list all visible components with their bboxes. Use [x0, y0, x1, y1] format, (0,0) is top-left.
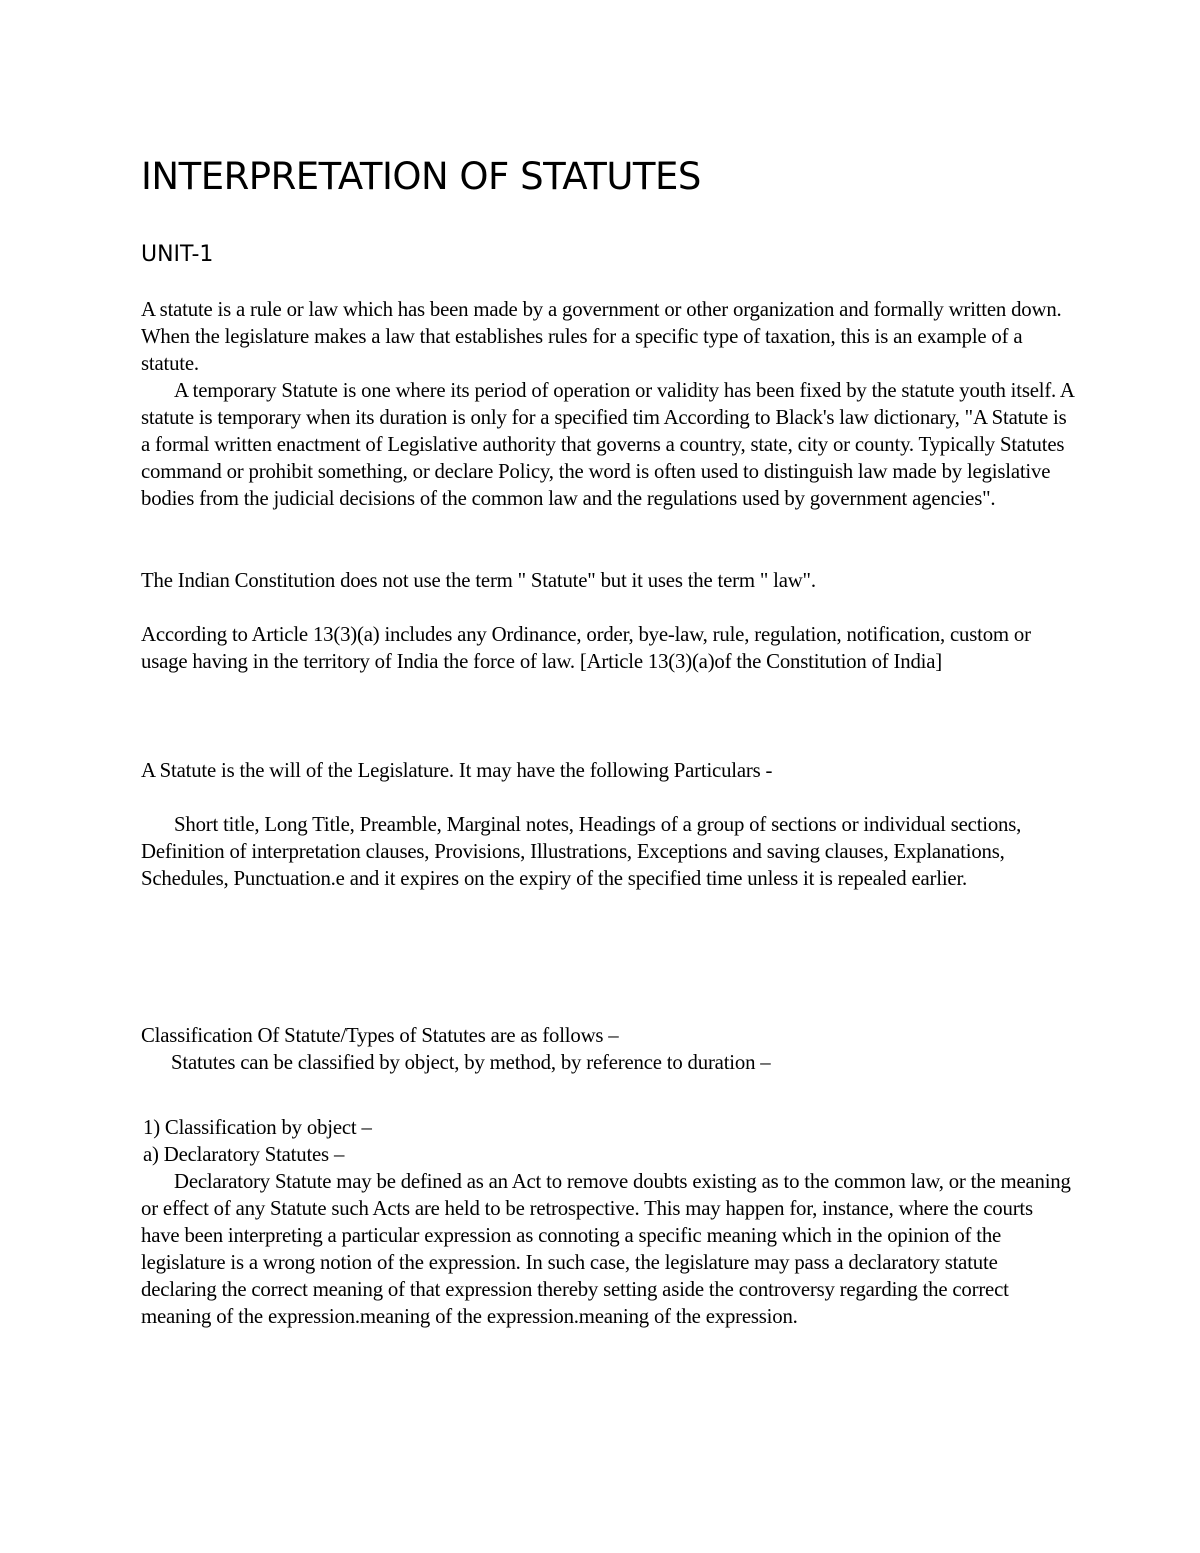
article-paragraph: According to Article 13(3)(a) includes any Ordinance, order, bye-law, rule, regulation, notification, custom or usage having in the territory of India the force of law. [Article 13(3)(a)of the Constitution of India]: [141, 623, 1031, 674]
list-item-classification-by-object: 1) Classification by object –: [143, 1116, 372, 1139]
document-title: INTERPRETATION OF STATUTES: [141, 155, 701, 198]
classification-subheading: Statutes can be classified by object, by method, by reference to duration –: [171, 1051, 771, 1074]
statute-will-paragraph: A Statute is the will of the Legislature. It may have the following Particulars -: [141, 759, 773, 782]
list-item-declaratory-statutes: a) Declaratory Statutes –: [143, 1143, 345, 1166]
temporary-statute-paragraph: A temporary Statute is one where its period of operation or validity has been fixed by the statute youth itself. A statute is temporary when its duration is only for a specified tim According to Black's law dictionary, "A Statute is a formal written enactment of Legislative authority that governs a country, state, city or county. Typically Statutes command or prohibit something, or declare Policy, the word is often used to distinguish law made by legislative bodies from the judicial decisions of the common law and the regulations used by government agencies".: [141, 379, 1074, 511]
statute-definition-paragraph: A statute is a rule or law which has been made by a government or other organization and formally written down. When the legislature makes a law that establishes rules for a specific type of taxation, this is an example of a statute.: [141, 298, 1062, 376]
unit-heading: UNIT-1: [141, 242, 214, 267]
classification-heading: Classification Of Statute/Types of Statutes are as follows –: [141, 1024, 619, 1047]
constitution-paragraph: The Indian Constitution does not use the term " Statute" but it uses the term " law".: [141, 569, 816, 592]
particulars-paragraph: Short title, Long Title, Preamble, Marginal notes, Headings of a group of sections or individual sections, Definition of interpretation clauses, Provisions, Illustrations, Exceptions and saving clauses, Explanations, Schedules, Punctuation.e and it expires on the expiry of the specified time unless it is repealed earlier.: [141, 813, 1022, 891]
declaratory-statute-paragraph: Declaratory Statute may be defined as an Act to remove doubts existing as to the common law, or the meaning or effect of any Statute such Acts are held to be retrospective. This may happen for, instance, where the courts have been interpreting a particular expression as connoting a specific meaning which in the opinion of the legislature is a wrong notion of the expression. In such case, the legislature may pass a declaratory statute declaring the correct meaning of that expression thereby setting aside the controversy regarding the correct meaning of the expression.meaning of the expression.meaning of the expression.: [141, 1170, 1071, 1329]
